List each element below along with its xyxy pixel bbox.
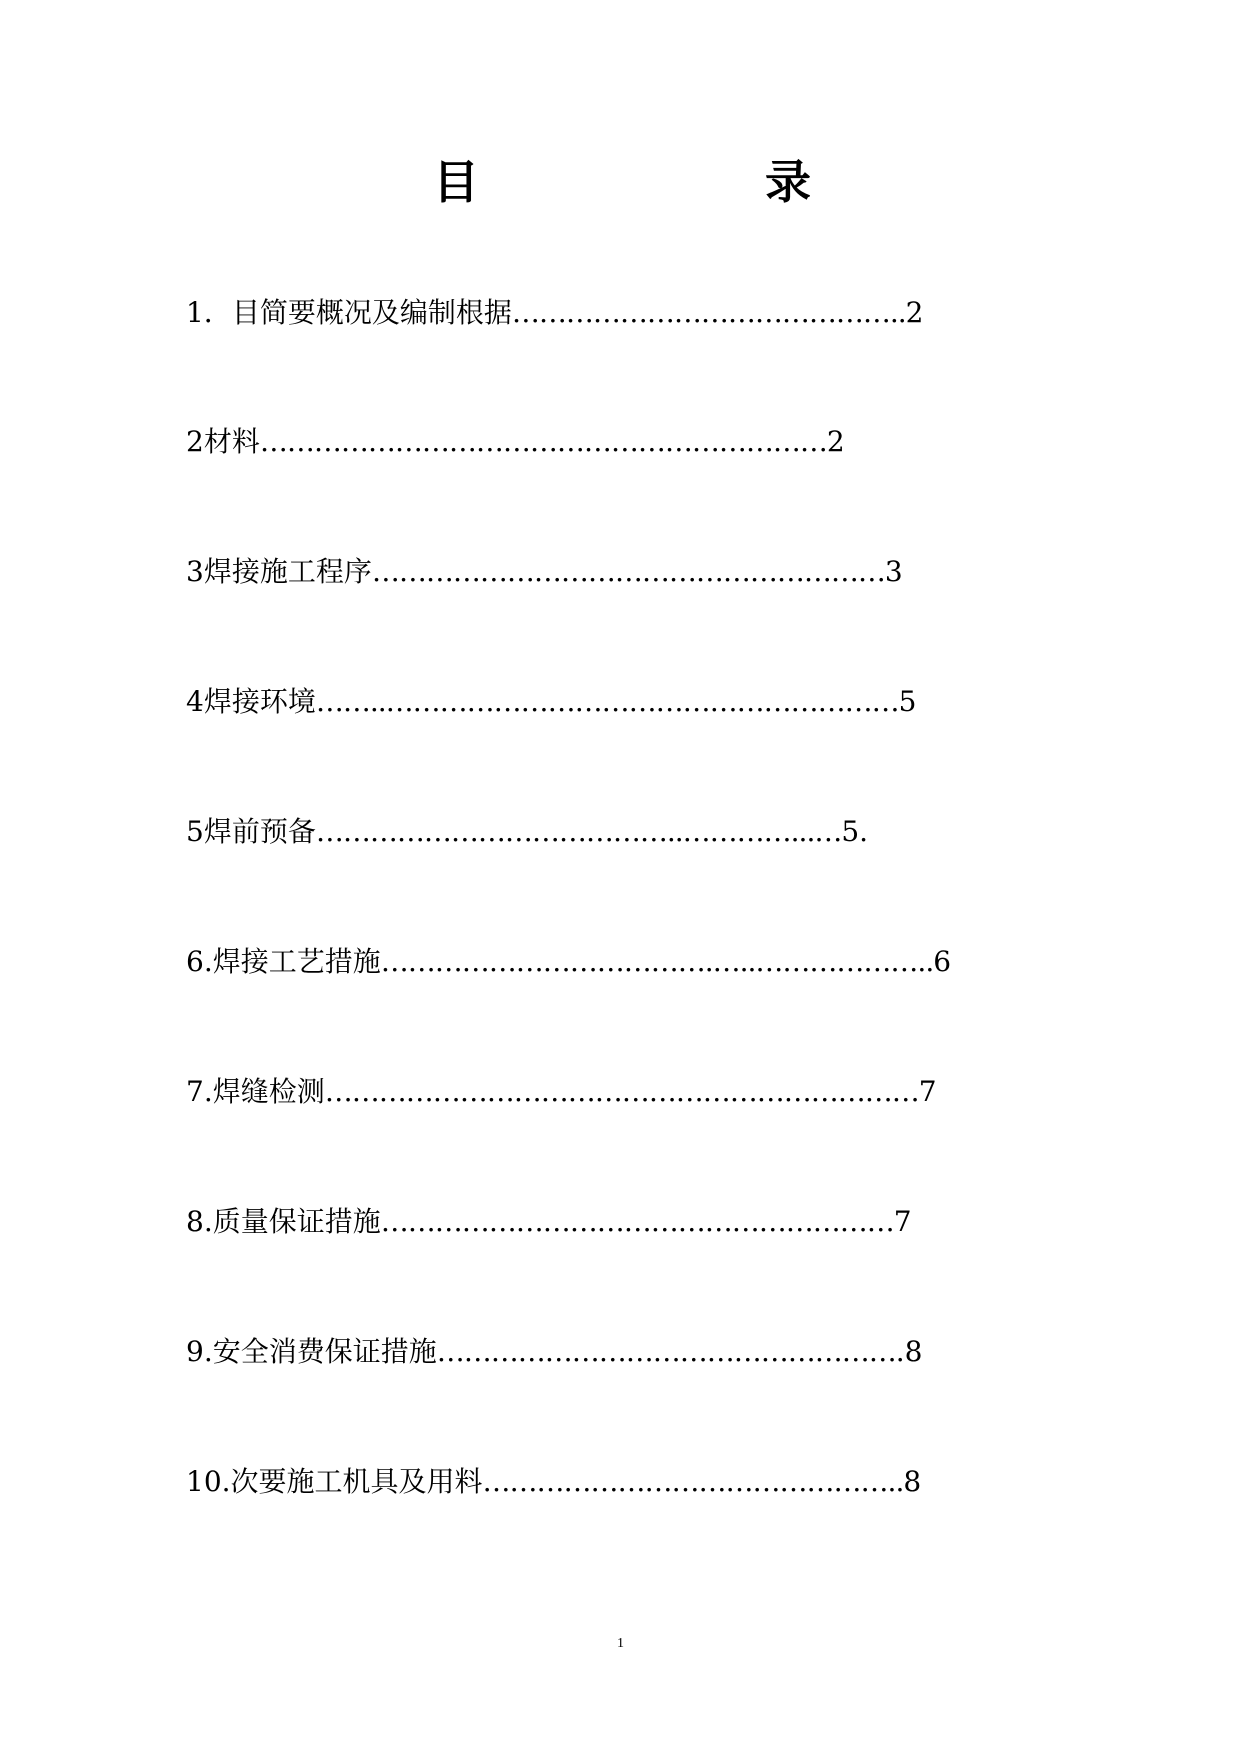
toc-entry-number: 9. (186, 1335, 213, 1368)
toc-entry-leader: ……………………………………………………… (259, 425, 827, 458)
toc-entry-title: 焊接施工程序 (203, 555, 372, 588)
toc-heading-char-2: 录 (765, 155, 811, 209)
toc-entry-page: 8 (903, 1465, 922, 1498)
toc-entry-title: 目简要概况及编制根据 (231, 296, 512, 329)
toc-entry-title: 材料 (203, 425, 260, 458)
toc-entry-page: 6 (933, 945, 952, 978)
toc-entry-leader: ………………………………………………… (380, 1205, 894, 1238)
toc-entry-leader: …………………………………………… (436, 1335, 896, 1368)
toc-entry-title: 质量保证措施 (212, 1205, 381, 1238)
toc-entry-page: .8 (895, 1335, 923, 1368)
toc-entry-title: 次要施工机具及用料 (230, 1465, 483, 1498)
toc-entry-number: 4 (186, 685, 204, 718)
toc-entry-leader: ………………………………………………… (371, 555, 885, 588)
toc-entry-leader: …………………………………..…………...… (315, 815, 842, 848)
toc-entry-leader: …………………………………….. (511, 296, 906, 329)
toc-entry-number: 5 (186, 815, 204, 848)
toc-entry-number: 7. (186, 1075, 213, 1108)
toc-entry[interactable] (186, 1332, 922, 1372)
toc-entry-page: 5. (841, 815, 869, 848)
toc-entry-number: 10. (186, 1465, 231, 1498)
toc-entry-page: 3 (884, 555, 903, 588)
toc-entry-page: 7 (893, 1205, 912, 1238)
toc-entry-number: 2 (186, 425, 204, 458)
toc-entry[interactable] (186, 942, 951, 982)
toc-entry-title: 焊缝检测 (212, 1075, 325, 1108)
toc-heading-char-1: 目 (433, 155, 479, 209)
toc-entry-leader: ……………………………….…..……………….. (380, 945, 934, 978)
toc-entry[interactable] (186, 422, 845, 462)
toc-entry-leader: ………………………………………………………… (324, 1075, 919, 1108)
toc-entry[interactable] (186, 812, 868, 852)
toc-entry-number: 8. (186, 1205, 213, 1238)
toc-entry-page: 5 (898, 685, 917, 718)
page-number: 1 (617, 1636, 624, 1651)
toc-entry[interactable] (186, 552, 903, 592)
toc-entry-page: 2 (826, 425, 845, 458)
toc-entry-leader: ……..………………………………………………… (315, 685, 899, 718)
toc-entry-title: 焊前预备 (203, 815, 316, 848)
toc-entry-number: 6. (186, 945, 213, 978)
toc-entry[interactable] (186, 1202, 912, 1242)
toc-entry[interactable] (186, 1462, 921, 1502)
toc-entry-leader: ……………………………………….. (482, 1465, 904, 1498)
toc-entry-title: 焊接环境 (203, 685, 316, 718)
toc-heading (0, 152, 1241, 222)
toc-entry-title: 焊接工艺措施 (212, 945, 381, 978)
toc-entry-page: 2 (905, 296, 924, 329)
toc-entry-number: 1． (186, 296, 232, 329)
toc-entry-number: 3 (186, 555, 204, 588)
toc-entry[interactable] (186, 682, 916, 722)
toc-entry-page: 7 (918, 1075, 937, 1108)
toc-entry[interactable] (186, 293, 923, 333)
toc-entry[interactable] (186, 1072, 937, 1112)
toc-entry-title: 安全消费保证措施 (212, 1335, 437, 1368)
